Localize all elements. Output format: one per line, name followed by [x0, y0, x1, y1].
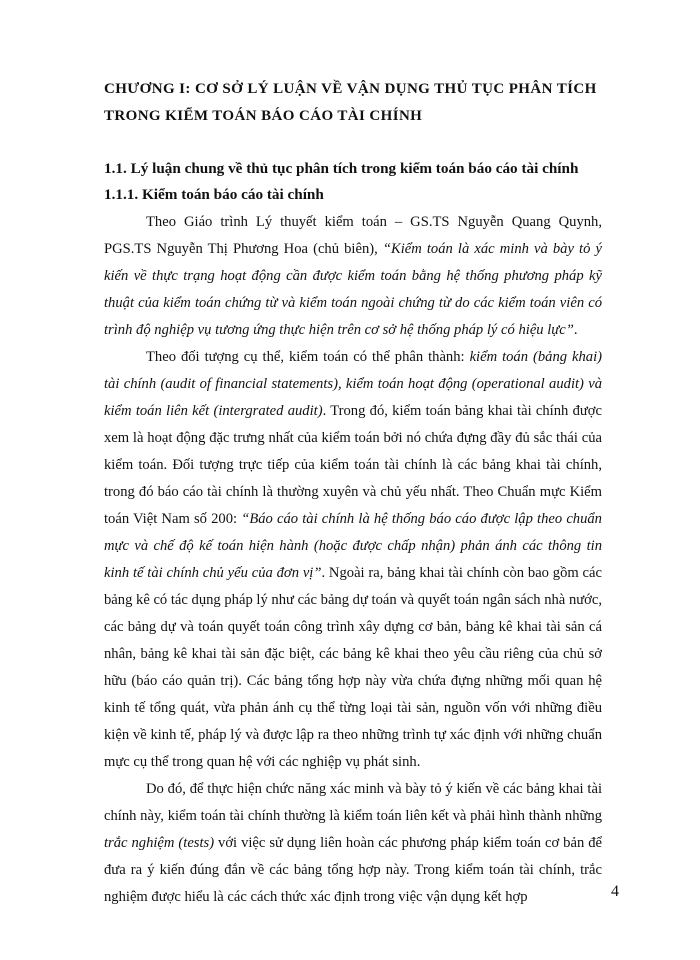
chapter-title	[104, 76, 624, 130]
paragraph-2-quote: “Báo cáo tài chính là hệ thống báo cáo được lập theo chuẩn mực và chế độ kế toán hiện hành (hoặc được chấp nhận) phản ánh các thông tin kinh tế tài chính chủ yếu của đơn vị”	[104, 511, 602, 581]
chapter-title-line-2: TRONG KIỂM TOÁN BÁO CÁO TÀI CHÍNH	[104, 108, 423, 124]
paragraph-2-text-2: . Trong đó, kiểm toán bảng khai tài chính được xem là hoạt động đặc trưng nhất của kiểm toán bởi nó chứa đựng đầy đủ sắc thái của kiểm toán. Đối tượng trực tiếp của kiểm toán tài chính là các bảng khai tài chính, trong đó báo cáo tài chính là thường xuyên và chủ yếu nhất. Theo Chuẩn mực Kiểm toán Việt Nam số 200:	[104, 403, 602, 527]
paragraph-1-end: .	[573, 322, 578, 338]
paragraph-3	[104, 776, 602, 911]
paragraph-1-text: Theo Giáo trình Lý thuyết kiểm toán – GS.TS Nguyễn Quang Quynh, PGS.TS Nguyễn Thị Phương Hoa (chủ biên),	[104, 214, 602, 257]
chapter-title-line-1: CHƯƠNG I: CƠ SỞ LÝ LUẬN VỀ VẬN DỤNG THỦ TỤC PHÂN TÍCH	[104, 81, 597, 97]
paragraph-2-italic-types: kiểm toán (bảng khai) tài chính (audit of financial statements), kiểm toán hoạt động (operational audit) và kiểm toán liên kết (intergrated audit)	[104, 349, 602, 419]
paragraph-3-text-2: với việc sử dụng liên hoàn các phương pháp kiểm toán cơ bản để đưa ra ý kiến đúng đắn về các bảng tổng hợp này. Trong kiểm toán tài chính, trắc nghiệm được hiểu là các cách thức xác định trong việc vận dụng kết hợp	[104, 835, 602, 905]
section-heading: 1.1. Lý luận chung về thủ tục phân tích trong kiểm toán báo cáo tài chính	[104, 160, 579, 177]
paragraph-3-text: Do đó, để thực hiện chức năng xác minh và bày tỏ ý kiến về các bảng khai tài chính này, kiểm toán tài chính thường là kiểm toán liên kết và phải hình thành những	[104, 781, 602, 824]
paragraph-1-quote: “Kiểm toán là xác minh và bày tỏ ý kiến về thực trạng hoạt động cần được kiểm toán bằng hệ thống phương pháp kỹ thuật của kiểm toán chứng từ và kiểm toán ngoài chứng từ do các kiểm toán viên có trình độ nghiệp vụ tương ứng thực hiện trên cơ sở hệ thống pháp lý có hiệu lực”	[104, 241, 602, 338]
page-number: 4	[611, 883, 619, 900]
paragraph-2-text: Theo đối tượng cụ thể, kiểm toán có thể phân thành:	[146, 349, 470, 365]
paragraph-1	[104, 209, 602, 344]
paragraph-2-text-3: . Ngoài ra, bảng khai tài chính còn bao gồm các bảng kê có tác dụng pháp lý như các bảng dự toán và quyết toán ngân sách nhà nước, các bảng dự và toán quyết toán công trình xây dựng cơ bản, bảng kê khai tài sản cá nhân, bảng kê khai tài sản đặc biệt, các bảng kê khai theo yêu cầu riêng của chủ sở hữu (báo cáo quản trị). Các bảng tổng hợp này vừa chứa đựng những mối quan hệ kinh tế tổng quát, vừa phản ánh cụ thể từng loại tài sản, nguồn vốn với những điều kiện về kinh tế, pháp lý và được lập ra theo những trình tự xác định với những chuẩn mực cụ thể trong quan hệ với các nghiệp vụ phát sinh.	[104, 565, 602, 770]
subsection-heading: 1.1.1. Kiểm toán báo cáo tài chính	[104, 186, 324, 203]
paragraph-2	[104, 344, 602, 776]
body-text	[104, 209, 602, 911]
paragraph-3-italic-tests: trắc nghiệm (tests)	[104, 835, 215, 851]
